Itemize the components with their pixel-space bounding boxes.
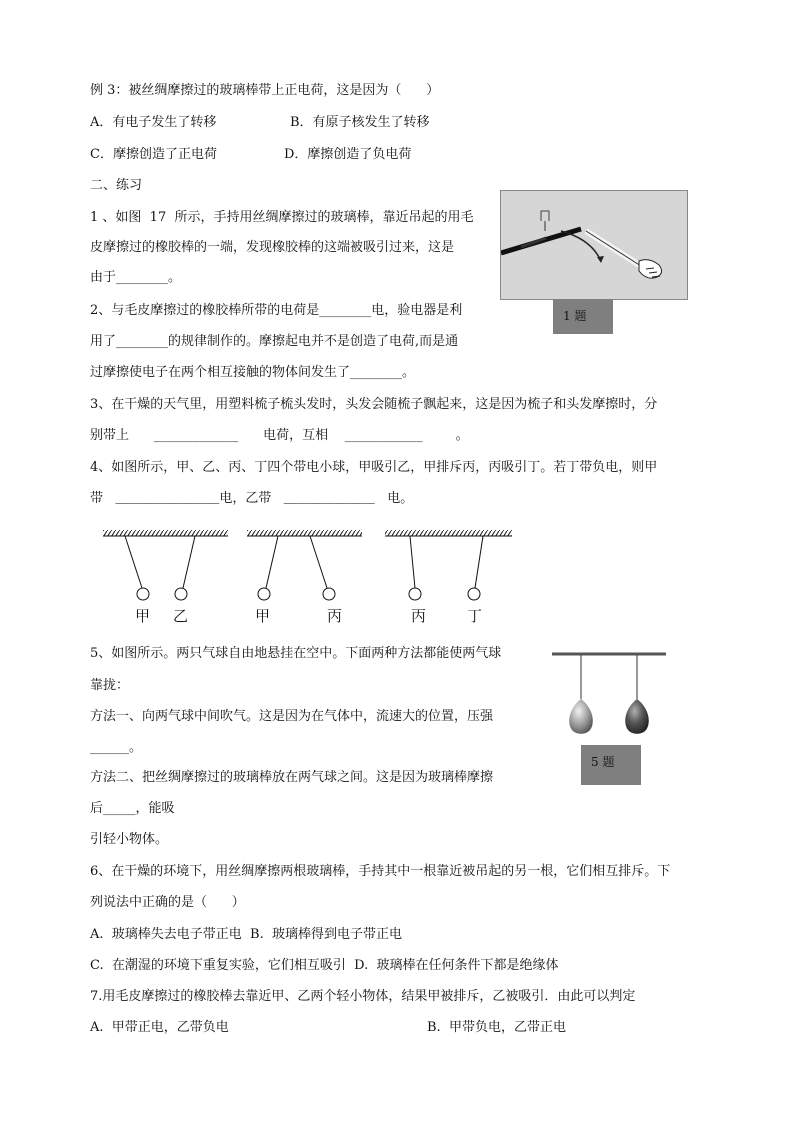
- ball-label: 甲: [255, 607, 271, 625]
- q1-line3: 由于________。: [90, 270, 182, 285]
- example3-question: 例 3：被丝绸摩擦过的玻璃棒带上正电荷，这是因为（ ）: [90, 83, 440, 98]
- example3-option-b: B．有原子核发生了转移: [290, 115, 430, 130]
- q7-option-a: A. 甲带正电，乙带负电: [90, 1020, 229, 1035]
- q5-line3: 方法一、向两气球中间吹气。这是因为在气体中，流速大的位置，压强: [90, 709, 494, 724]
- q1-line2: 皮摩擦过的橡胶棒的一端，发现橡胶棒的这端被吸引过来，这是: [90, 240, 455, 255]
- q5-line6: 后_____，能吸: [90, 801, 175, 816]
- balloons-illustration: [550, 647, 670, 747]
- q6-line2: 列说法中正确的是（ ）: [90, 895, 245, 910]
- ball-label: 丙: [327, 607, 343, 625]
- q6-line1: 6、在干燥的环境下，用丝绸摩擦两根玻璃棒，手持其中一根靠近被吊起的另一根，它们相互排斥。下: [90, 864, 671, 879]
- q5-line5: 方法二、把丝绸摩擦过的玻璃棒放在两气球之间。这是因为玻璃棒摩擦: [90, 770, 494, 785]
- q4-line2: 带 ＿＿＿＿＿＿＿＿电，乙带 ＿＿＿＿＿＿＿ 电。: [90, 491, 414, 506]
- q7-line1: 7.用毛皮摩擦过的橡胶棒去靠近甲、乙两个轻小物体，结果甲被排斥，乙被吸引．由此可以判定: [90, 989, 636, 1004]
- q1-line1: 1 、如图 17 所示，手持用丝绸摩擦过的玻璃棒，靠近吊起的用毛: [90, 210, 474, 225]
- ball-label: 丙: [411, 607, 427, 625]
- q5-figure-caption: 5 题: [581, 745, 641, 785]
- q5-line7: 引轻小物体。: [90, 832, 169, 847]
- q5-figure: [550, 647, 670, 747]
- ball-label: 丁: [467, 607, 483, 625]
- q6-options-ab: A. 玻璃棒失去电子带正电 B. 玻璃棒得到电子带正电: [90, 927, 403, 942]
- ball-label: 乙: [173, 607, 189, 625]
- q3-line1: 3、在干燥的天气里，用塑料梳子梳头发时，头发会随梳子飘起来，这是因为梳子和头发摩擦时，分: [90, 397, 658, 412]
- q5-line1: 5、如图所示。两只气球自由地悬挂在空中。下面两种方法都能使两气球: [90, 646, 502, 661]
- example3-option-c: C．摩擦创造了正电荷: [90, 147, 217, 162]
- q1-figure-caption: 1 题: [553, 299, 613, 334]
- ball-label: 甲: [135, 607, 151, 625]
- q3-line2: 别带上 _____________ 电荷，互相 ____________ 。: [90, 428, 469, 443]
- q6-options-cd: C. 在潮湿的环境下重复实验，它们相互吸引 D. 玻璃棒在任何条件下都是绝缘体: [90, 958, 559, 973]
- q2-line2: 用了________的规律制作的。摩擦起电并不是创造了电荷,而是通: [90, 334, 459, 349]
- q4-line1: 4、如图所示，甲、乙、丙、丁四个带电小球，甲吸引乙，甲排斥丙，丙吸引丁。若丁带负电，则甲: [90, 460, 658, 475]
- q2-line3: 过摩擦使电子在两个相互接触的物体间发生了________。: [90, 365, 416, 380]
- q2-line1: 2、与毛皮摩擦过的橡胶棒所带的电荷是________电，验电器是利: [90, 303, 463, 318]
- example3-option-a: A．有电子发生了转移: [90, 115, 217, 130]
- q4-figure: [95, 525, 535, 635]
- q1-figure-image: [500, 190, 688, 300]
- example3-option-d: D．摩擦创造了负电荷: [284, 147, 412, 162]
- section-title: 二、练习: [90, 178, 143, 193]
- glass-rod-illustration: [501, 191, 687, 299]
- q7-option-b: B. 甲带负电，乙带正电: [427, 1020, 566, 1035]
- q5-line4: ______。: [90, 740, 143, 755]
- q5-line2: 靠拢：: [90, 678, 130, 693]
